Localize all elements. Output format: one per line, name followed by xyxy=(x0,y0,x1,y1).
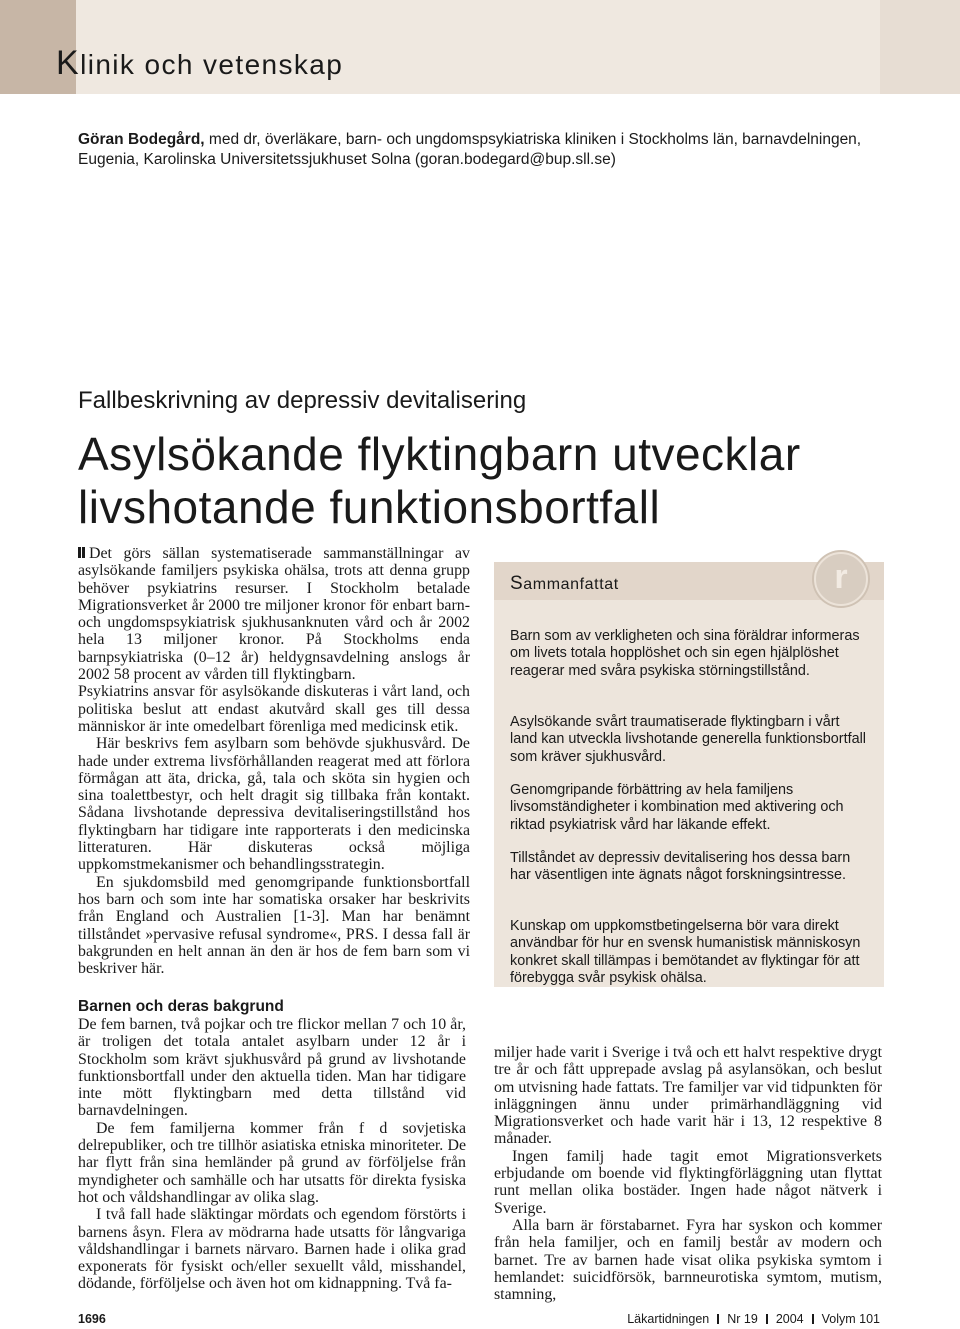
article-headline xyxy=(78,428,938,534)
body-paragraph: miljer hade varit i Sverige i två och ett halvt respektive drygt tre år och fått upprepade avslag på asylansökan, och beslut om utvisning hade fattats. Tre familjer var vid tidpunkten för inläggningen ännu under primärhandläggning vid Migrationsverket och hade varit här i 13, 12 respektive 8 månader. xyxy=(494,1044,882,1148)
summary-point: Barn som av verkligheten och sina föräldrar informeras om livets totala hopplöshet och sin egen hjälplöshet reagerar med svåra psykiska störningstillstånd. xyxy=(510,628,860,679)
separator-icon xyxy=(812,1314,814,1324)
body-paragraph: De fem familjerna kommer från f d sovjetiska delrepubliker, och tre tillhör asiatiska etniska minoriteter. De har flytt från sina hemländer på grund av förföljelse från myndigheter och samhälle och har utsatts för direkta fysiska hot och våldshandlingar av olika slag. xyxy=(78,1119,466,1206)
summary-title-initial: S xyxy=(510,573,524,594)
sub-heading: Barnen och deras bakgrund xyxy=(78,998,284,1015)
summary-title xyxy=(510,573,619,595)
headline-line-2: livshotande funktionsbortfall xyxy=(78,481,661,533)
headline-line-1: Asylsökande flyktingbarn utvecklar xyxy=(78,428,801,480)
reviewed-seal-icon xyxy=(814,552,868,606)
paragraph-marker-icon xyxy=(78,547,85,558)
section-label-rest: linik och vetenskap xyxy=(80,49,344,80)
body-paragraph: Ingen familj hade tagit emot Migrationsverkets erbjudande om boende vid flyktingförläggning utan flyttat runt mellan olika bostäder. Ingen hade något nätverk i Sverige. xyxy=(494,1147,882,1217)
section-label-initial: K xyxy=(56,44,81,82)
separator-icon xyxy=(766,1314,768,1324)
article-kicker: Fallbeskrivning av depressiv devitalisering xyxy=(78,387,527,414)
body-paragraph: Psykiatrins ansvar för asylsökande diskuteras i vårt land, och politiska beslut att endast akutvård skall ges till dessa människor är inte omedelbart förenliga med medicinsk etik. xyxy=(78,683,470,735)
body-paragraph xyxy=(78,545,470,683)
volume-number: Volym 101 xyxy=(821,1312,880,1326)
author-details: med dr, överläkare, barn- och ungdomspsykiatriska kliniken i Stockholms län, barnavdelningen, Eugenia, Karolinska Universitetssjukhuset Solna (goran.bodegard@bup.sll.se) xyxy=(78,131,862,168)
author-line xyxy=(78,130,868,170)
summary-title-rest: ammanfattat xyxy=(523,576,619,593)
separator-icon xyxy=(717,1314,719,1324)
page-number: 1696 xyxy=(78,1312,106,1326)
body-column-right-bottom xyxy=(494,1044,882,1303)
author-name: Göran Bodegård, xyxy=(78,131,205,148)
summary-point: Kunskap om uppkomstbetingelserna bör vara direkt användbar för hur en svensk humanistisk människosyn konkret skall tillämpas i bemötandet av flyktingar för att förebygga svår psykisk ohälsa. xyxy=(510,918,861,986)
body-paragraph: I två fall hade släktingar mördats och egendom förstörts i barnens åsyn. Flera av mödrarna hade utsatts för långvariga våldshandlingar i barnets närvaro. Barnen hade i olika grad exponerats för fysiskt och/eller sexuellt våld, misshandel, dödande, förföljelse och även hot om kidnappning. Två fa- xyxy=(78,1206,466,1293)
section-header-right-block xyxy=(880,0,960,94)
journal-name: Läkartidningen xyxy=(627,1312,710,1326)
issue-year: 2004 xyxy=(775,1312,804,1326)
issue-number: Nr 19 xyxy=(727,1312,758,1326)
body-paragraph: Här beskrivs fem asylbarn som behövde sjukhusvård. De hade under extrema livsförhållanden reagerat med att förlora förmågan att äta, dricka, gå, tala och sköta sin hygien och sina toalettbestyr, och helt dragit sig tillbaka från kontakt. Sådana livshotande depressiva devitaliseringstillstånd hos flyktingbarn har tidigare inte rapporterats i den medicinska litteraturen. Här diskuteras också möjliga uppkomstmekanismer och behandlingsstrategin. xyxy=(78,735,470,874)
seal-letter: r xyxy=(834,558,848,596)
summary-point: Tillståndet av depressiv devitalisering hos dessa barn har väsentligen inte ägnats något forskningsintresse. xyxy=(510,850,851,884)
summary-point: Genomgripande förbättring av hela familjens livsomständigheter i kombination med aktivering och riktad psykiatrisk vård har läkande effekt. xyxy=(510,782,844,833)
summary-box xyxy=(494,558,884,987)
body-column-left-bottom xyxy=(78,1016,466,1293)
summary-header xyxy=(494,558,884,600)
body-paragraph: De fem barnen, två pojkar och tre flickor mellan 7 och 10 år, är troligen det totala antalet asylbarn under 12 år i Stockholm som krävt sjukhusvård på grund av livshotande funktionsbortfall under den aktuella tiden. Man har tidigare inte mött flyktingbarn med detta tillstånd vid barnavdelningen. xyxy=(78,1016,466,1120)
body-paragraph-text: Det görs sällan systematiserade sammanställningar av asylsökande familjers psykiska ohälsa, trots att denna grupp behöver psykiatrins resurser. I Stockholm betalade Migrationsverket år 2000 tre miljoner kronor för enbart barn- och ungdomspsykiatrisk sjukhusanknuten vård och år 2002 hela 13 miljoner kronor. På Stockholms enda barnpsykiatriska (0–12 år) heldygnsavdelning anslogs år 2002 58 procent av vården till flyktingbarn. xyxy=(78,545,470,684)
body-paragraph: Alla barn är förstabarnet. Fyra har syskon och kommer från hela familjer, och en familj består av modern och barnet. Tre av barnen hade visat olika psykiska symtom i hemlandet: suicidförsök, barnneurotiska symtom, mutism, stamning, xyxy=(494,1216,882,1304)
section-label xyxy=(56,44,343,83)
summary-point: Asylsökande svårt traumatiserade flyktingbarn i vårt land kan utveckla livshotande generella funktionsbortfall som kräver sjukhusvård. xyxy=(510,714,866,765)
journal-footer xyxy=(627,1312,880,1326)
body-paragraph: En sjukdomsbild med genomgripande funktionsbortfall hos barn och som inte har somatiska orsaker har beskrivits från England och Australien [1-3]. Man har benämnt tillståndet »pervasive refusal syndrome«, PRS. I dessa fall är bakgrunden en helt annan än den är hos de fem barn som vi beskriver här. xyxy=(78,873,470,978)
body-column-left-top xyxy=(78,545,470,977)
